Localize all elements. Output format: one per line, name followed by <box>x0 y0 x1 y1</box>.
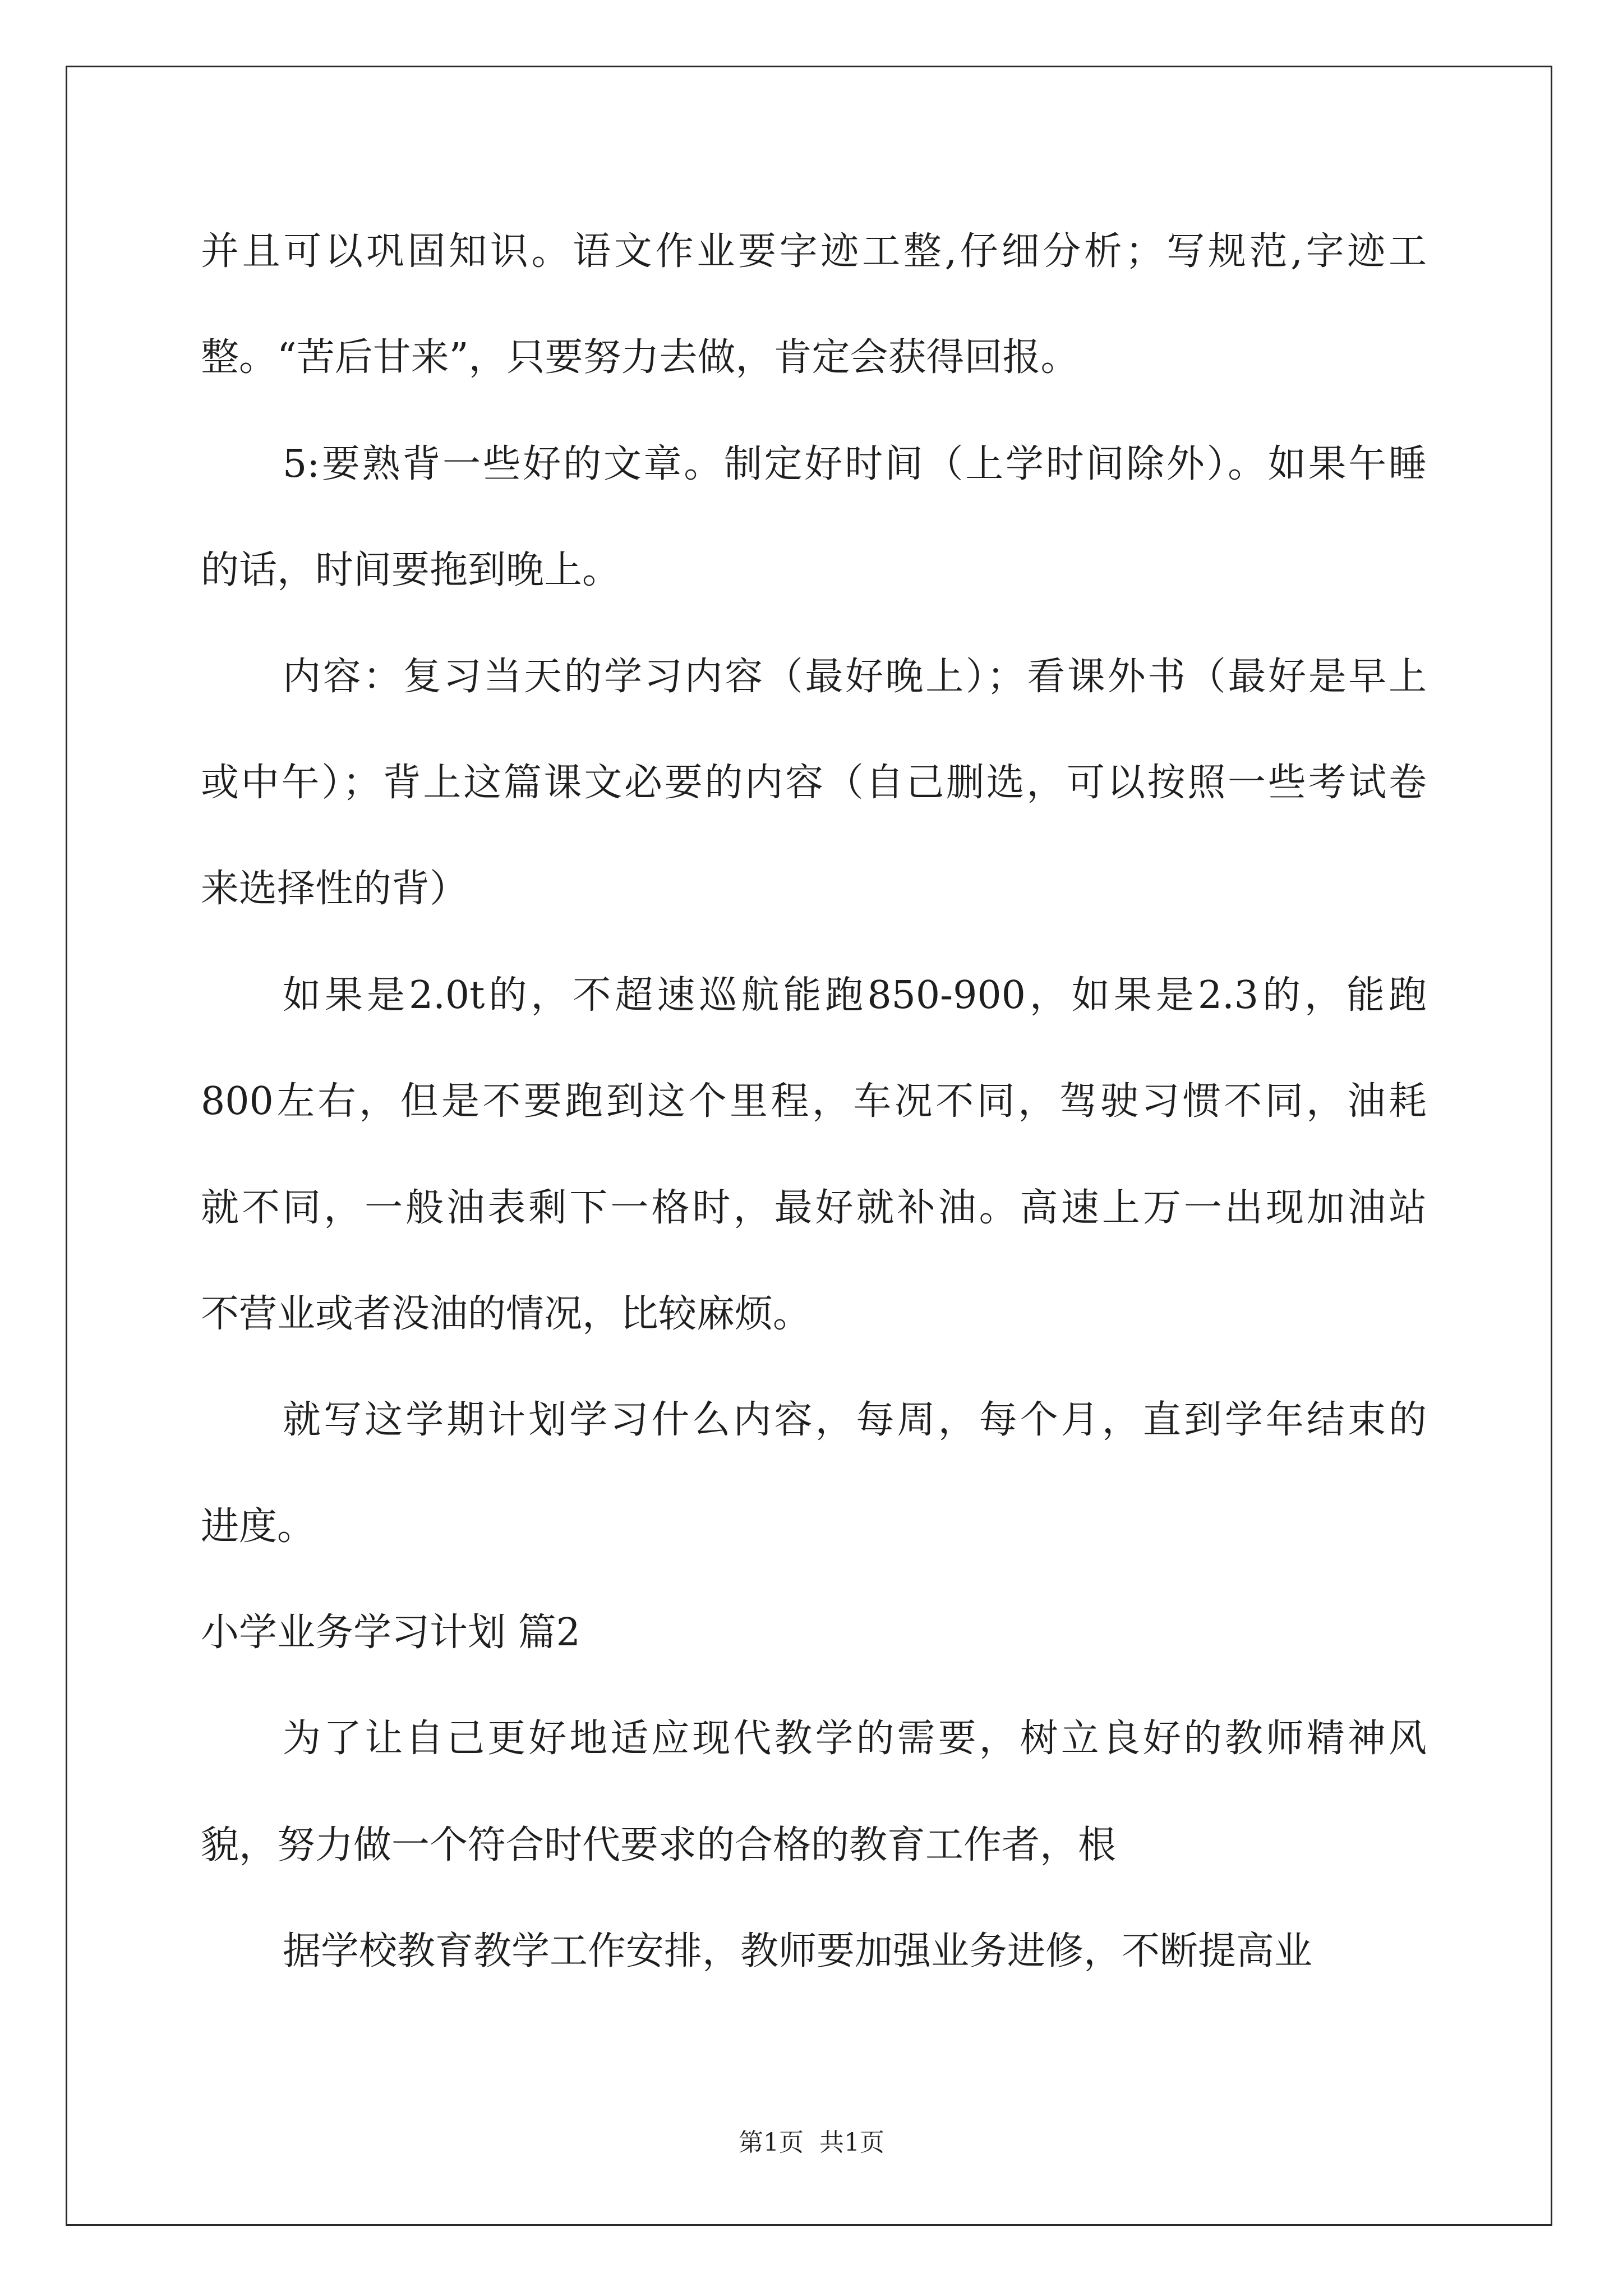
text-line: 5:要熟背一些好的文章。制定好时间（上学时间除外）。如果午睡 <box>283 441 1427 486</box>
paragraph-school-arrangement <box>201 1898 1427 2004</box>
page-footer: 第1页 共1页 <box>739 2128 884 2157</box>
text-line: 为了让自己更好地适应现代教学的需要，树立良好的教师精神风 <box>283 1717 1427 1761</box>
text-line: 内容：复习当天的学习内容（最好晚上）；看课外书（最好是早上 <box>283 654 1427 699</box>
text-line: 并且可以巩固知识。语文作业要字迹工整,仔细分析；写规范,字迹工 <box>201 229 1427 274</box>
text-line: 的话，时间要拖到晚上。 <box>201 548 621 593</box>
text-line: 貌，努力做一个符合时代要求的合格的教育工作者，根 <box>201 1823 1117 1867</box>
text-line: 800左右，但是不要跑到这个里程，车况不同，驾驶习惯不同，油耗 <box>201 1079 1427 1124</box>
text-line: 整。“苦后甘来”，只要努力去做，肯定会获得回报。 <box>201 335 1079 380</box>
text-line: 不营业或者没油的情况，比较麻烦。 <box>201 1291 811 1336</box>
text-line: 就写这学期计划学习什么内容，每周，每个月，直到学年结束的 <box>283 1398 1427 1443</box>
text-line: 就不同，一般油表剩下一格时，最好就补油。高速上万一出现加油站 <box>201 1185 1427 1230</box>
paragraph-memorize <box>201 411 1427 624</box>
paragraph-intro <box>201 1686 1427 1898</box>
paragraph-schedule <box>201 1367 1427 1580</box>
paragraph-fuel <box>201 942 1427 1368</box>
text-line: 或中午）；背上这篇课文必要的内容（自己删选，可以按照一些考试卷 <box>201 760 1427 805</box>
text-line: 来选择性的背） <box>201 867 468 912</box>
section-heading: 小学业务学习计划 篇2 <box>201 1611 580 1655</box>
text-line: 进度。 <box>201 1504 316 1549</box>
paragraph-continued <box>201 199 1427 411</box>
document-body <box>201 199 1427 2005</box>
paragraph-content <box>201 624 1427 942</box>
text-line: 如果是2.0t的，不超速巡航能跑850-900，如果是2.3的，能跑 <box>283 973 1427 1018</box>
text-line: 据学校教育教学工作安排，教师要加强业务进修，不断提高业 <box>283 1929 1313 1974</box>
